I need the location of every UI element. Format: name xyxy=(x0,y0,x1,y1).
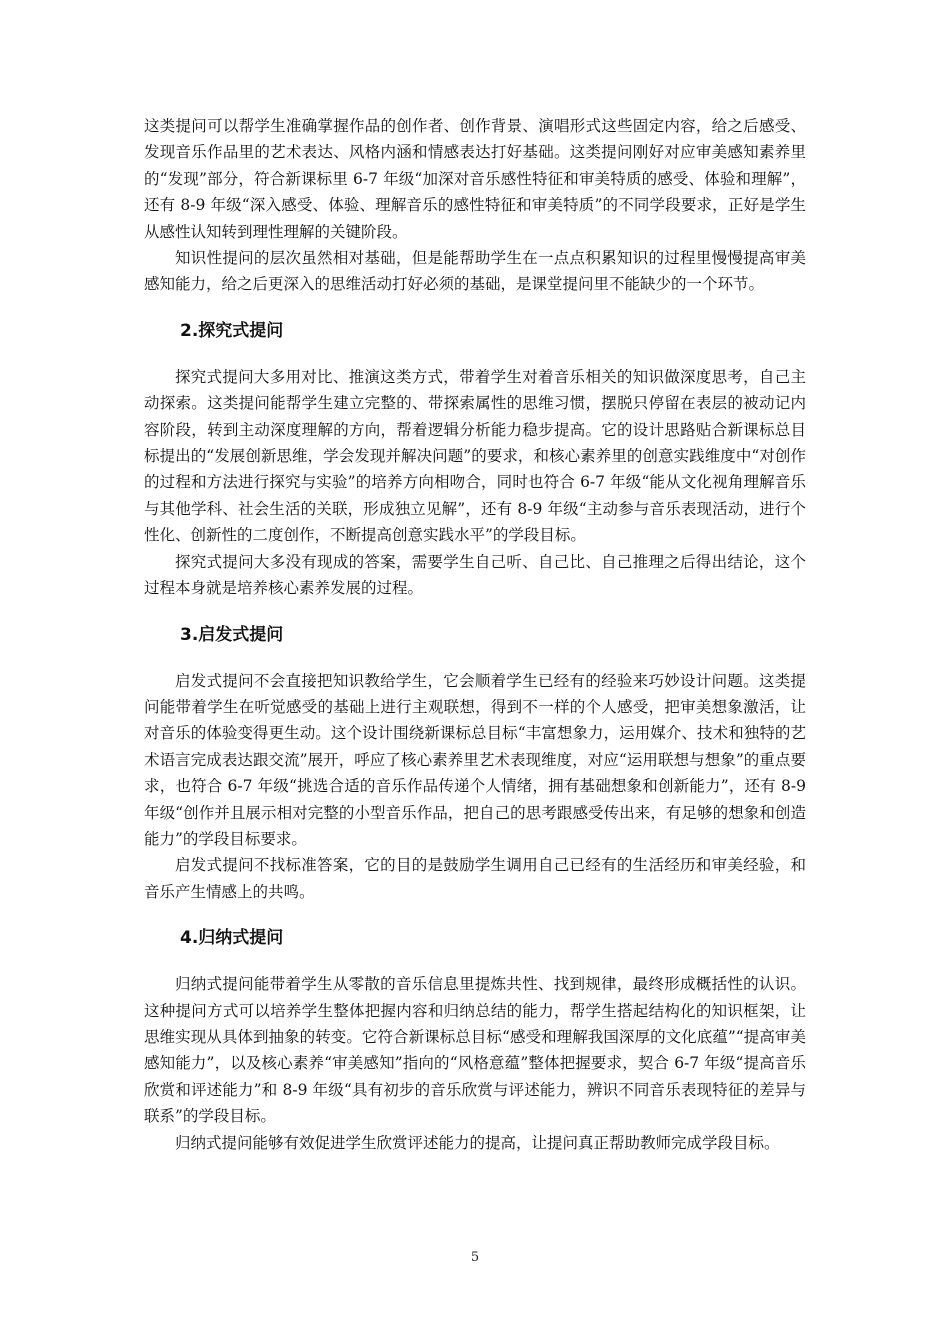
paragraph: 归纳式提问能够有效促进学生欣赏评述能力的提高，让提问真正帮助教师完成学段目标。 xyxy=(175,1133,780,1152)
paragraph: 启发式提问不找标准答案，它的目的是鼓励学生调用自己已经有的生活经历和审美经验，和音乐产生情感上的共鸣。 xyxy=(144,856,806,901)
paragraph: 这类提问可以帮学生准确掌握作品的创作者、创作背景、演唱形式这些固定内容，给之后感受、发现音乐作品里的艺术表达、风格内涵和情感表达打好基础。这类提问刚好对应审美感知素养里的“发现”部分，符合新课标里 6-7 年级“加深对音乐感性特征和审美特质的感受、体验和理解”，还有 8-9 年级“深入感受、体验、理解音乐的感性特征和审美特质”的不同学段要求，正好是学生从感性认知转到理性理解的关键阶段。 xyxy=(144,117,806,241)
section-heading: 4.归纳式提问 xyxy=(180,928,284,949)
section-heading: 3.启发式提问 xyxy=(180,624,284,645)
paragraph: 知识性提问的层次虽然相对基础，但是能帮助学生在一点点积累知识的过程里慢慢提高审美感知能力，给之后更深入的思维活动打好必须的基础，是课堂提问里不能缺少的一个环节。 xyxy=(144,249,806,294)
paragraph: 探究式提问大多用对比、推演这类方式，带着学生对着音乐相关的知识做深度思考，自己主动探索。这类提问能帮学生建立完整的、带探索属性的思维习惯，摆脱只停留在表层的被动记内容阶段，转到主动深度理解的方向，帮着逻辑分析能力稳步提高。它的设计思路贴合新课标总目标提出的“发展创新思维，学会发现并解决问题”的要求，和核心素养里的创意实践维度中“对创作的过程和方法进行探究与实验”的培养方向相吻合，同时也符合 6-7 年级“能从文化视角理解音乐与其他学科、社会生活的关联，形成独立见解”，还有 8-9 年级“主动参与音乐表现活动，进行个性化、创新性的二度创作，不断提高创意实践水平”的学段目标。 xyxy=(144,367,806,545)
paragraph: 启发式提问不会直接把知识教给学生，它会顺着学生已经有的经验来巧妙设计问题。这类提问能带着学生在听觉感受的基础上进行主观联想，得到不一样的个人感受，把审美想象激活，让对音乐的体验变得更生动。这个设计围绕新课标总目标“丰富想象力，运用媒介、技术和独特的艺术语言完成表达跟交流”展开，呼应了核心素养里艺术表现维度，对应“运用联想与想象”的重点要求，也符合 6-7 年级“挑选合适的音乐作品传递个人情绪，拥有基础想象和创新能力”，还有 8-9 年级“创作并且展示相对完整的小型音乐作品，把自己的思考跟感受传出来，有足够的想象和创造能力”的学段目标要求。 xyxy=(144,671,806,848)
paragraph: 归纳式提问能带着学生从零散的音乐信息里提炼共性、找到规律，最终形成概括性的认识。这种提问方式可以培养学生整体把握内容和归纳总结的能力，帮学生搭起结构化的知识框架，让思维实现从具体到抽象的转变。它符合新课标总目标“感受和理解我国深厚的文化底蕴”“提高审美感知能力”，以及核心素养“审美感知”指向的“风格意蕴”整体把握要求，契合 6-7 年级“提高音乐欣赏和评述能力”和 8-9 年级“具有初步的音乐欣赏与评述能力，辨识不同音乐表现特征的差异与联系”的学段目标。 xyxy=(144,975,806,1126)
paragraph: 探究式提问大多没有现成的答案，需要学生自己听、自己比、自己推理之后得出结论，这个过程本身就是培养核心素养发展的过程。 xyxy=(144,552,806,598)
section-heading: 2.探究式提问 xyxy=(180,320,284,341)
page-number: 5 xyxy=(470,1250,480,1265)
document-body xyxy=(144,113,806,1156)
